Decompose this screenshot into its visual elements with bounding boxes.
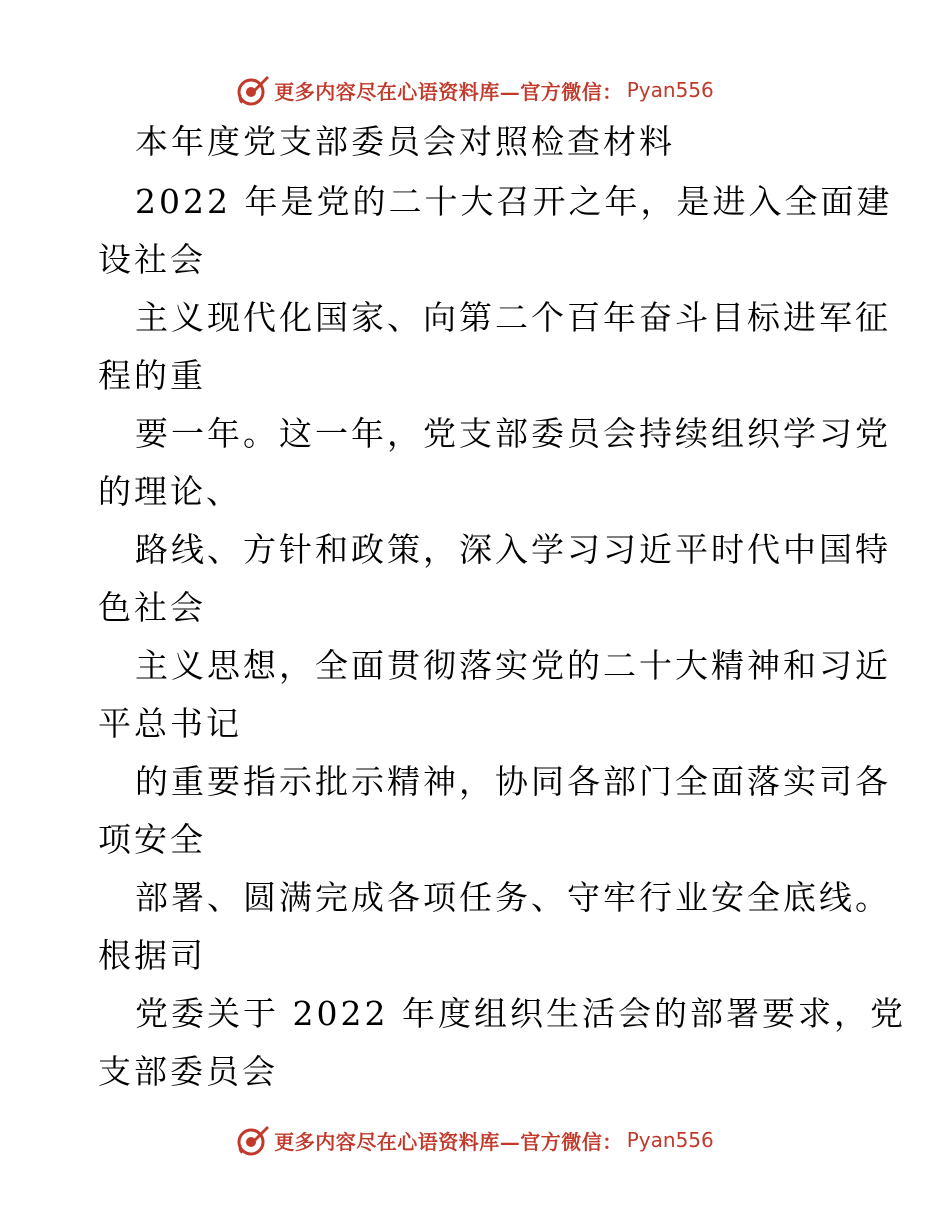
- paragraph-line: 支部委员会: [98, 1052, 278, 1091]
- paragraph-line: 部署、圆满完成各项任务、守牢行业安全底线。: [135, 878, 891, 917]
- red-pen-seal-icon: [236, 73, 270, 107]
- paragraph-line: 色社会: [98, 588, 206, 627]
- paragraph-line: 路线、方针和政策，深入学习习近平时代中国特: [135, 530, 891, 569]
- paragraph-line: 平总书记: [98, 704, 242, 743]
- paragraph-line: 的理论、: [98, 472, 242, 511]
- red-pen-seal-icon: [236, 1123, 270, 1157]
- document-title: 本年度党支部委员会对照检查材料: [135, 122, 675, 161]
- paragraph-line: 2022 年是党的二十大召开之年，是进入全面建: [135, 182, 893, 221]
- footer-banner: [0, 1120, 950, 1160]
- paragraph-line: 主义现代化国家、向第二个百年奋斗目标进军征: [135, 298, 891, 337]
- paragraph-line: 的重要指示批示精神，协同各部门全面落实司各: [135, 762, 891, 801]
- header-banner: [0, 70, 950, 110]
- paragraph-line: 主义思想，全面贯彻落实党的二十大精神和习近: [135, 646, 891, 685]
- paragraph-line: 设社会: [98, 240, 206, 279]
- banner-text: 更多内容尽在心语资料库—官方微信：: [274, 1129, 623, 1154]
- paragraph-line: 要一年。这一年，党支部委员会持续组织学习党: [135, 414, 891, 453]
- paragraph-line: 党委关于 2022 年度组织生活会的部署要求，党: [135, 994, 906, 1033]
- paragraph-line: 项安全: [98, 820, 206, 859]
- banner-contact: Pyan556: [626, 78, 714, 102]
- paragraph-line: 程的重: [98, 356, 206, 395]
- banner-contact: Pyan556: [626, 1128, 714, 1152]
- paragraph-line: 根据司: [98, 936, 206, 975]
- banner-text: 更多内容尽在心语资料库—官方微信：: [274, 79, 623, 104]
